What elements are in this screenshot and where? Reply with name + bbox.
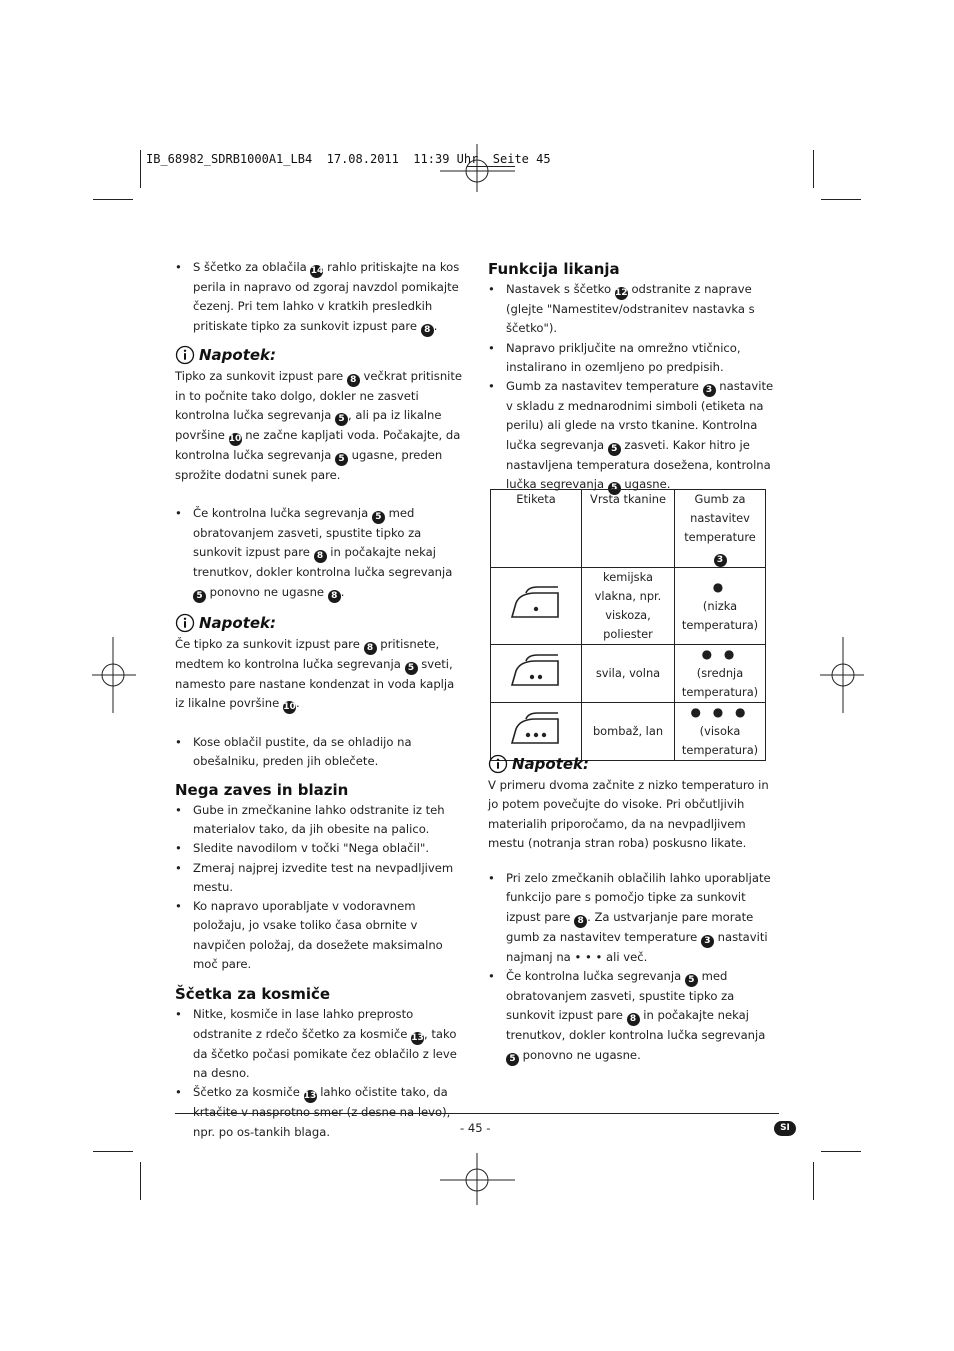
reference-number-badge: 10 [228, 433, 242, 444]
list-item: • Kose oblačil pustite, da se ohladijo na obešalniku, preden jih oblečete. [175, 735, 412, 769]
crop-mark [813, 150, 814, 188]
reference-number-badge: 5 [405, 662, 418, 675]
fabric-cell: bombaž, lan [582, 703, 675, 761]
reference-number-badge: 8 [574, 915, 587, 928]
list-item: • Gumb za nastavitev temperature 3 nastavite v skladu z mednarodnimi simboli (etiketa na perilu) ali glede na vrsto tkanine. Kontrolna lučka segrevanja 5 zasveti. Kakor hitro je nastavljena temperatura dosežena, kontrolna lučka segrevanja 5 ugasne. [488, 379, 774, 494]
fabric-cell: kemijska vlakna, npr. viskoza, poliester [582, 568, 675, 645]
page-number: - 45 - [460, 1121, 491, 1135]
reference-number-badge: 12 [615, 288, 628, 298]
temperature-dot [534, 732, 538, 736]
note-heading [488, 752, 780, 776]
reference-number-badge: 5 [372, 511, 385, 524]
note-text: V primeru dvoma začnite z nizko temperaturo in jo potem povečujte do visoke. Pri občutljivih materialih priporočamo, da na nevpadljivem mestu (notranja stran roba) poskusno likate. [488, 778, 769, 850]
temperature-dot [534, 607, 538, 611]
reference-number-badge: 14 [310, 266, 324, 276]
temp-cell: ● ● ● (visoka temperatura) [675, 703, 766, 761]
list-item: • Ščetko za kosmiče 13 lahko očistite tako, da npr. po os-tankih blaga. [175, 1085, 448, 1139]
list-item: • S ščetko za oblačila 14 rahlo pritiskajte na kos perila in napravo od zgoraj navzdol pomikajte čezenj. Pri tem lahko v kratkih presledkih pritiskate tipko za sunkovit izpust pare 8 . [175, 260, 460, 335]
temp-cell: ● ● (srednja temperatura) [675, 645, 766, 703]
slug-underline [467, 166, 515, 167]
reference-number-badge: 8 [627, 1013, 640, 1026]
reference-number-badge: 5 [685, 974, 698, 987]
reference-number-badge: 8 [328, 590, 341, 603]
reference-number-badge: 5 [335, 453, 348, 466]
temperature-table [490, 489, 766, 761]
section-heading: Funkcija likanja [488, 260, 620, 278]
right-column-lower [488, 752, 780, 1066]
registration-mark-left [92, 637, 136, 713]
crop-mark [93, 199, 133, 200]
reference-number-badge: 13 [411, 1032, 424, 1043]
list-item: • Napravo priključite na omrežno vtičnico, instalirano in ozemljeno po predpisih. [488, 340, 741, 374]
list-item: • Ko napravo uporabljate v vodoravnem položaju, jo vsake toliko časa obrnite v navpičen položaj, da dosežete maksimalno moč pare. [175, 899, 443, 972]
list-item: • Če kontrolna lučka segrevanja 5 med obratovanjem zasveti, spustite tipko za sunkovit izpust pare 8 in počakajte nekaj trenutkov, dokler kontrolna lučka segrevanja 5 ponovno ne ugasne 8 . [175, 506, 453, 601]
crop-mark [93, 1151, 133, 1152]
print-slug: IB_68982_SDRB1000A1_LB4 17.08.2011 11:39 Uhr Seite 45 [146, 152, 551, 166]
list-item: • Gube in zmečkanine lahko odstranite iz teh materialov tako, da jih obesite na palico. [175, 802, 445, 836]
table-header: Gumb za nastavitev temperature 3 [675, 490, 766, 568]
reference-number-badge: 5 [193, 590, 206, 603]
list-item: • Nastavek s ščetko 12 odstranite z naprave (glejte "Namestitev/odstranitev nastavka s ščetko"). [488, 282, 755, 336]
table-header: Vrsta tkanine [582, 490, 675, 568]
list-item: • Če kontrolna lučka segrevanja 5 med obratovanjem zasveti, spustite tipko za sunkovit izpust pare 8 in počakajte nekaj trenutkov, dokler kontrolna lučka segrevanja 5 ponovno ne ugasne. [488, 969, 766, 1064]
crop-mark [140, 150, 141, 188]
bullet-list [175, 801, 465, 975]
list-item: • Zmeraj najprej izvedite test na nevpadljivem mestu. [175, 860, 454, 894]
registration-mark-bottom [438, 1143, 518, 1223]
right-column [488, 258, 780, 495]
note-title: Napotek: [199, 345, 277, 364]
list-item: • Sledite navodilom v točki "Nega oblačil". [175, 841, 430, 856]
note-title: Napotek: [512, 755, 590, 773]
table-header: Etiketa [491, 490, 582, 568]
table-row [491, 568, 766, 645]
temperature-dot [538, 674, 542, 678]
section-heading: Ščetka za kosmiče [175, 985, 331, 1004]
section-heading: Nega zaves in blazin [175, 780, 349, 799]
reference-number-badge: 8 [314, 550, 327, 563]
note-heading [175, 611, 465, 635]
note-heading [175, 343, 465, 367]
fabric-cell: svila, volna [582, 645, 675, 703]
reference-number-badge: 8 [347, 374, 360, 387]
reference-number-badge: 8 [421, 324, 434, 337]
temperature-dot [530, 674, 534, 678]
table-row [491, 645, 766, 703]
temperature-dot [526, 732, 530, 736]
reference-number-badge: 5 [608, 443, 621, 456]
reference-number-badge: 5 [608, 482, 621, 495]
info-icon [175, 345, 195, 365]
crop-mark [821, 1151, 861, 1152]
info-icon [175, 613, 195, 633]
note-text: Tipko za sunkovit izpust pare 8 večkrat pritisnite in to počnite tako dolgo, dokler ne zasveti kontrolna lučka segrevanja 5 , ali pa iz likalne površine 10 ne začne kapljati voda. Počakajte, da kontrolna lučka segrevanja 5 ugasne, preden sprožite dodatni sunek pare. [175, 368, 463, 482]
temperature-dot [542, 732, 546, 736]
iron-icon [491, 568, 582, 645]
reference-number-badge: 10 [283, 702, 296, 713]
reference-number-badge: 5 [335, 413, 348, 426]
reference-number-badge: 5 [506, 1053, 519, 1066]
note-title: Napotek: [199, 613, 277, 632]
crop-mark [140, 1162, 141, 1200]
temp-cell: ● (nizka temperatura) [675, 568, 766, 645]
crop-mark [813, 1162, 814, 1200]
footer-rule [175, 1113, 779, 1114]
crop-mark [821, 199, 861, 200]
reference-number-badge: 13 [303, 1091, 317, 1102]
list-item: • Pri zelo zmečkanih oblačilih lahko uporabljate funkcijo pare s pomočjo tipke za sunkovit izpust pare 8 . Za ustvarjanje pare morate gumb za nastavitev temperature 3 nastaviti najmanj na • • • ali več. [488, 871, 771, 964]
reference-number-badge: 3 [703, 384, 716, 397]
left-column [175, 258, 465, 1142]
language-badge: SI [774, 1121, 796, 1136]
reference-number-badge: 3 [701, 935, 714, 948]
registration-mark-right [820, 637, 864, 713]
note-text: Če tipko za sunkovit izpust pare 8 pritisnete, medtem ko kontrolna lučka segrevanja 5 sveti, namesto pare nastane kondenzat in voda kaplja iz likalne površine 10. [175, 636, 455, 713]
list-item: • Nitke, kosmiče in lase lahko preprosto odstranite z rdečo ščetko za kosmiče 13, tako da ščetko počasi pomikate čez oblačilo z leve na desno. [175, 1007, 457, 1080]
registration-mark-top [438, 134, 518, 214]
iron-icon [491, 645, 582, 703]
reference-number-badge: 8 [364, 642, 377, 655]
info-icon [488, 754, 508, 774]
